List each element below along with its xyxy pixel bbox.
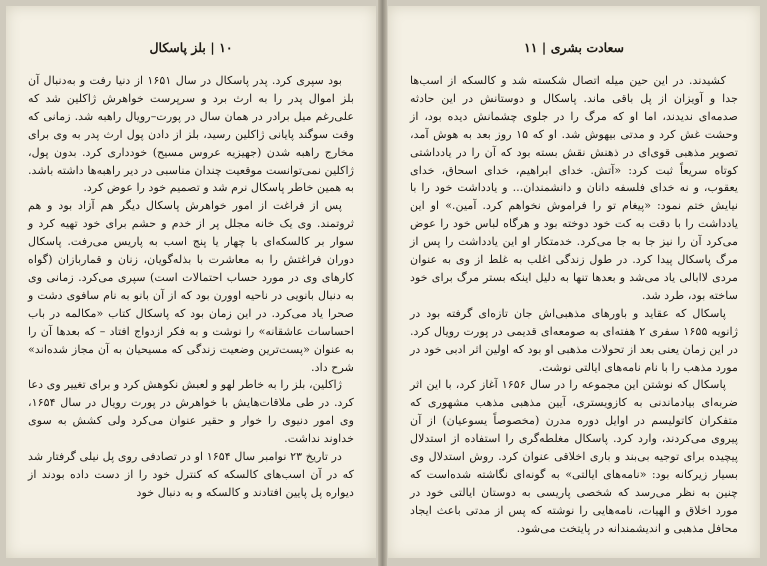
paragraph: پاسکال که عقاید و باورهای مذهبی‌اش جان تازه‌ای گرفته بود در ژانویه ۱۶۵۵ سفری ۲ هفته‌ای به صومعه‌ای قدیمی در پورت رویال کرد. در این زمان یعنی بعد از تحولات مذهبی او بود که اولین اثر ادبی خود در مورد مذهب را با نام نامه‌های ایالتی نوشت. [410,306,738,374]
paragraph: در تاریخ ۲۳ نوامبر سال ۱۶۵۴ او در تصادفی روی پل نیلی گرفتار شد که در آن اسب‌های کالسکه که کنترل خود را از دست داده بودند از دیواره پل پایین افتادند و کالسکه و به دنبال خود [28,450,354,499]
right-page-body [410,72,738,538]
left-page-body [28,72,354,502]
right-page-header: سعادت بشری | ۱۱ [524,40,624,55]
paragraph: پاسکال که نوشتن این مجموعه را در سال ۱۶۵۶ آغاز کرد، با این اثر ضربه‌ای بیادماندنی به کازویستری، آیین مذهبی مذهب مشهوری که متفکران کاتولیسم در اوایل دوره مدرن (مخصوصاً یسوعیان) از آن پیروی می‌کردند، وارد کرد. پاسکال مغلطه‌گری را استفاده از استدلال پیچیده برای توجیه بی‌بند و باری اخلاقی عنوان کرد. روش استدلال وی بسیار زیرکانه بود: «نامه‌های ایالتی» به گونه‌ای نگاشته شده‌است که چنین به نظر می‌رسد که شخصی پاریسی به دوستان ایالتی خود در مورد اخلاق و الهیات، نامه‌هایی را نوشته که پس از مدتی باعث ایجاد محافل مذهبی و اندیشمندانه در پایتخت می‌شود. [410,378,738,535]
paragraph: کشیدند. در این حین میله اتصال شکسته شد و کالسکه از اسب‌ها جدا و آویزان از پل باقی ماند. پاسکال و دوستانش در این حادثه صدمه‌ای ندیدند، اما او که مرگ را در جلوی چشمانش دیده بود، از وحشت غش کرد و مدتی بیهوش شد. او که ۱۵ روز بعد به هوش آمد، تصویر مذهبی قوی‌ای در ذهنش نقش بسته بود که آن را در یادداشتی کوتاه سریعاً ثبت کرد: «آتش. خدای ابراهیم، خدای اسحاق، خدای یعقوب، و نه خدای فلسفه دانان و دانشمندان... و یادداشت خود را با نیایش ختم نمود: «پیغام تو را فراموش نخواهم کرد. آمین.» او این یادداشت را با دقت به کت خود دوخته بود و هرگاه لباس خود را عوض می‌کرد آن را نیز جا به جا می‌کرد. خدمتکار او این یادداشت را پس از مرگ پاسکال پیدا کرد. در طول زندگی اغلب به غلط از وی به عنوان مردی لاابالی یاد می‌شد و بعدها تنها به دلیل اینکه بستر مرگ برای خود ساخته بود، طرد شد. [410,74,738,302]
book-spine [378,0,387,566]
left-page [6,6,376,558]
paragraph: پس از فراغت از امور خواهرش پاسکال دیگر هم آزاد بود و هم ثروتمند. وی یک خانه مجلل پر از خدم و حشم برای خود تهیه کرد و سوار بر کالسکه‌ای با چهار یا پنج اسب به پاریس می‌رفت. پاسکال دوران فراغتش را به معاشرت با بذله‌گویان، زنان و قماربازان (گواه کارهای وی در مورد حساب احتمالات است) سپری می‌کرد. زمانی وی به دنبال بانویی در ناحیه اوورن بود که از آن بانو به نام سافوی دشت و صحرا یاد می‌کرد. در این زمان بود که پاسکال کتاب «مکالمه در باب احساسات عاشقانه» را نوشت و به فکر ازدواج افتاد – که بعدها آن را به عنوان «پست‌ترین وضعیت زندگی که مسیحیان به آن مجاز شده‌اند» شرح داد. [28,199,354,374]
right-page [388,6,760,558]
paragraph: ژاکلین، بلز را به خاطر لهو و لعبش نکوهش کرد و برای تغییر وی دعا کرد. در طی ملاقات‌هایش با خواهرش در پورت رویال در سال ۱۶۵۴، وی امور دنیوی را خوار و حقیر عنوان می‌کرد ولی کشش به سوی خداوند نداشت. [28,378,354,446]
left-page-header: ۱۰ | بلز پاسکال [149,40,233,55]
paragraph: بود سپری کرد. پدر پاسکال در سال ۱۶۵۱ از دنیا رفت و به‌دنبال آن بلز اموال پدر را به ارث برد و سرپرست خواهرش ژاکلین شد که علی‌رغم میل برادر در همان سال در پورت–رویال راهبه شد. زمانی که وقت سوگند پایانی ژاکلین رسید، بلز از دادن پول ارث پدر به وی برای مخارج راهبه شدن (جهیزیه عروس مسیح) خودداری کرد. بدون پول، ژاکلین نمی‌توانست موقعیت چندان مناسبی در دیر راهبه‌ها داشته باشد. به همین خاطر پاسکال نرم شد و تصمیم خود را عوض کرد. [28,74,354,195]
